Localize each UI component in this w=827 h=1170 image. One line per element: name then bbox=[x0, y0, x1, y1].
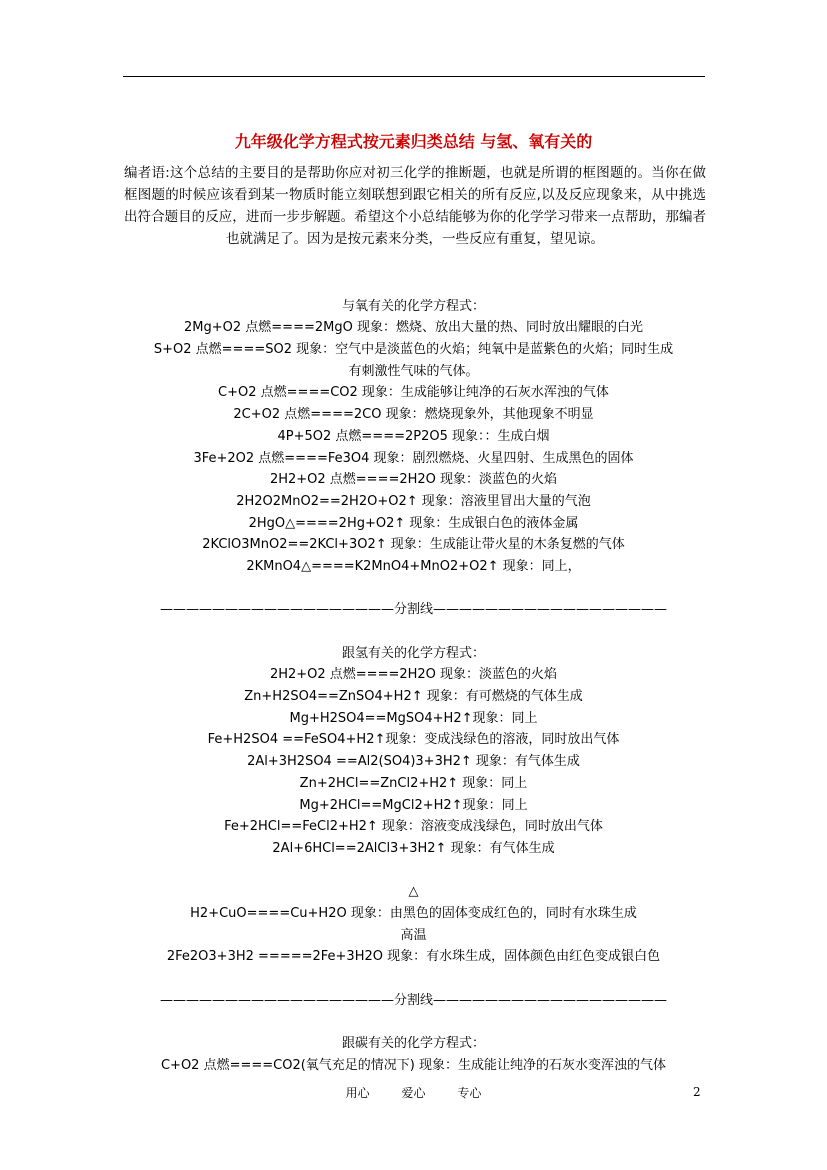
page-number: 2 bbox=[693, 1085, 701, 1099]
condition-label: 高温 bbox=[400, 927, 427, 943]
equation-line: 2Fe2O3+3H2 =====2Fe+3H2O 现象：有水珠生成，固体颜色由红色变成银白色 bbox=[166, 949, 661, 965]
footer-item: 专心 bbox=[457, 1086, 482, 1100]
equation-line: 4P+5O2 点燃====2P2O5 现象：：生成白烟 bbox=[277, 428, 550, 444]
equation-line: 2H2+O2 点燃====2H2O 现象：淡蓝色的火焰 bbox=[269, 472, 558, 488]
equation-line: 2KMnO4△====K2MnO4+MnO2+O2↑ 现象：同上， bbox=[246, 558, 581, 574]
text-line bbox=[100, 274, 727, 296]
equation-line: 2Mg+O2 点燃====2MgO 现象：燃烧、放出大量的热、同时放出耀眼的白光 bbox=[184, 320, 643, 336]
divider-line: ——————————————————分割线—————————————————— bbox=[159, 992, 667, 1008]
equation-line: Mg+2HCl==MgCl2+H2↑现象：同上 bbox=[299, 797, 528, 813]
condition-symbol: △ bbox=[408, 884, 419, 900]
text-line bbox=[100, 1011, 727, 1033]
text-line bbox=[100, 968, 727, 990]
text-line bbox=[100, 621, 727, 643]
equation-list bbox=[100, 274, 727, 1076]
equation-line: C+O2 点燃====CO2 现象：生成能够让纯净的石灰水浑浊的气体 bbox=[218, 385, 609, 401]
divider-line: ——————————————————分割线—————————————————— bbox=[159, 602, 667, 618]
header-rule bbox=[123, 76, 705, 77]
page-footer bbox=[0, 1085, 827, 1101]
equation-line: 2Al+6HCl==2AlCl3+3H2↑ 现象：有气体生成 bbox=[272, 840, 555, 856]
footer-item: 用心 bbox=[345, 1086, 370, 1100]
equation-line: 3Fe+2O2 点燃====Fe3O4 现象：剧烈燃烧、火星四射、生成黑色的固体 bbox=[193, 450, 634, 466]
equation-line: H2+CuO====Cu+H2O 现象：由黑色的固体变成红色的，同时有水珠生成 bbox=[190, 905, 637, 921]
footer-item: 爱心 bbox=[401, 1086, 426, 1100]
equation-line-continued: 有刺激性气味的气体。 bbox=[348, 363, 479, 379]
text-line bbox=[100, 578, 727, 600]
equation-line: 2KClO3MnO2==2KCl+3O2↑ 现象：生成能让带火星的木条复燃的气体 bbox=[202, 537, 625, 553]
section-heading-oxygen: 与氧有关的化学方程式： bbox=[341, 298, 485, 314]
equation-line: Zn+2HCl==ZnCl2+H2↑ 现象：同上 bbox=[299, 775, 528, 791]
equation-line: C+O2 点燃====CO2(氧气充足的情况下) 现象：生成能让纯净的石灰水变浑浊的气体 bbox=[160, 1057, 667, 1073]
equation-line: 2H2+O2 点燃====2H2O 现象：淡蓝色的火焰 bbox=[269, 667, 558, 683]
equation-line: Fe+2HCl==FeCl2+H2↑ 现象：溶液变成浅绿色，同时放出气体 bbox=[224, 819, 603, 835]
document-title: 九年级化学方程式按元素归类总结 与氢、氧有关的 bbox=[234, 132, 593, 151]
equation-line: 2Al+3H2SO4 ==Al2(SO4)3+3H2↑ 现象：有气体生成 bbox=[247, 754, 580, 770]
equation-line: S+O2 点燃====SO2 现象：空气中是淡蓝色的火焰；纯氧中是蓝紫色的火焰；同时生成 bbox=[153, 342, 674, 358]
intro-paragraph: 编者语:这个总结的主要目的是帮助你应对初三化学的推断题，也就是所谓的框图题的。当你在做框图题的时候应该看到某一物质时能立刻联想到跟它相关的所有反应,以及反应现象来，从中挑选出符合题目的反应，进而一步步解题。希望这个小总结能够为你的化学学习带来一点帮助，那编者也就满足了。因为是按元素来分类，一些反应有重复，望见谅。 bbox=[124, 165, 706, 247]
equation-line: Zn+H2SO4==ZnSO4+H2↑ 现象：有可燃烧的气体生成 bbox=[244, 689, 583, 705]
equation-line: 2HgO△====2Hg+O2↑ 现象：生成银白色的液体金属 bbox=[248, 515, 579, 531]
equation-line: Fe+H2SO4 ==FeSO4+H2↑现象：变成浅绿色的溶液，同时放出气体 bbox=[207, 732, 620, 748]
equation-line: 2C+O2 点燃====2CO 现象：燃烧现象外，其他现象不明显 bbox=[233, 407, 594, 423]
equation-line: 2H2O2MnO2==2H2O+O2↑ 现象：溶液里冒出大量的气泡 bbox=[236, 493, 591, 509]
equation-line: Mg+H2SO4==MgSO4+H2↑现象：同上 bbox=[289, 710, 538, 726]
section-heading-carbon: 跟碳有关的化学方程式： bbox=[341, 1036, 485, 1052]
section-heading-hydrogen: 跟氢有关的化学方程式： bbox=[341, 645, 485, 661]
text-line bbox=[100, 860, 727, 882]
